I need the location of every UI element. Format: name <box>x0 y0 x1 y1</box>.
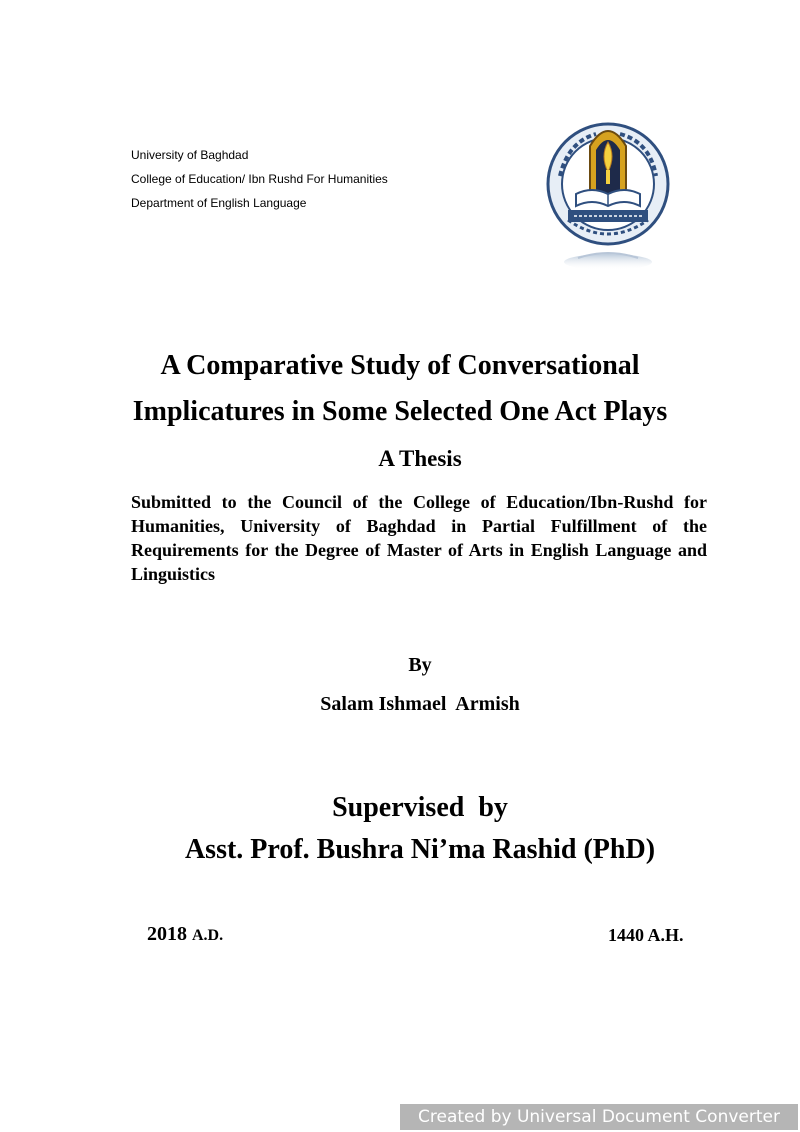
university-name: University of Baghdad <box>131 148 249 162</box>
thesis-title-line-1: A Comparative Study of Conversational <box>160 350 640 381</box>
college-name: College of Education/ Ibn Rushd For Humanities <box>131 172 388 186</box>
institution-block <box>131 143 388 215</box>
university-of-baghdad-seal-icon <box>538 112 678 282</box>
supervisor-name: Asst. Prof. Bushra Ni’ma Rashid (PhD) <box>184 834 656 865</box>
submission-statement: Submitted to the Council of the College of Education/Ibn-Rushd for Humanities, University of Baghdad in Partial Fulfillment of the Requirements for the Degree of Master of Arts in English Language and Linguistics <box>131 492 707 584</box>
author-name: Salam Ishmael Armish <box>320 693 520 715</box>
hijri-date: 1440 A.H. <box>608 925 684 945</box>
thesis-title-line-2: Implicatures in Some Selected One Act Plays <box>132 396 668 427</box>
supervised-by-label: Supervised by <box>332 792 508 823</box>
department-name: Department of English Language <box>131 196 307 210</box>
document-type: A Thesis <box>378 446 462 471</box>
by-label: By <box>408 654 432 676</box>
gregorian-suffix: A.D. <box>192 927 224 944</box>
gregorian-date <box>147 923 223 946</box>
gregorian-year: 2018 <box>147 923 187 945</box>
university-logo <box>538 112 678 282</box>
converter-watermark: Created by Universal Document Converter <box>400 1104 798 1130</box>
